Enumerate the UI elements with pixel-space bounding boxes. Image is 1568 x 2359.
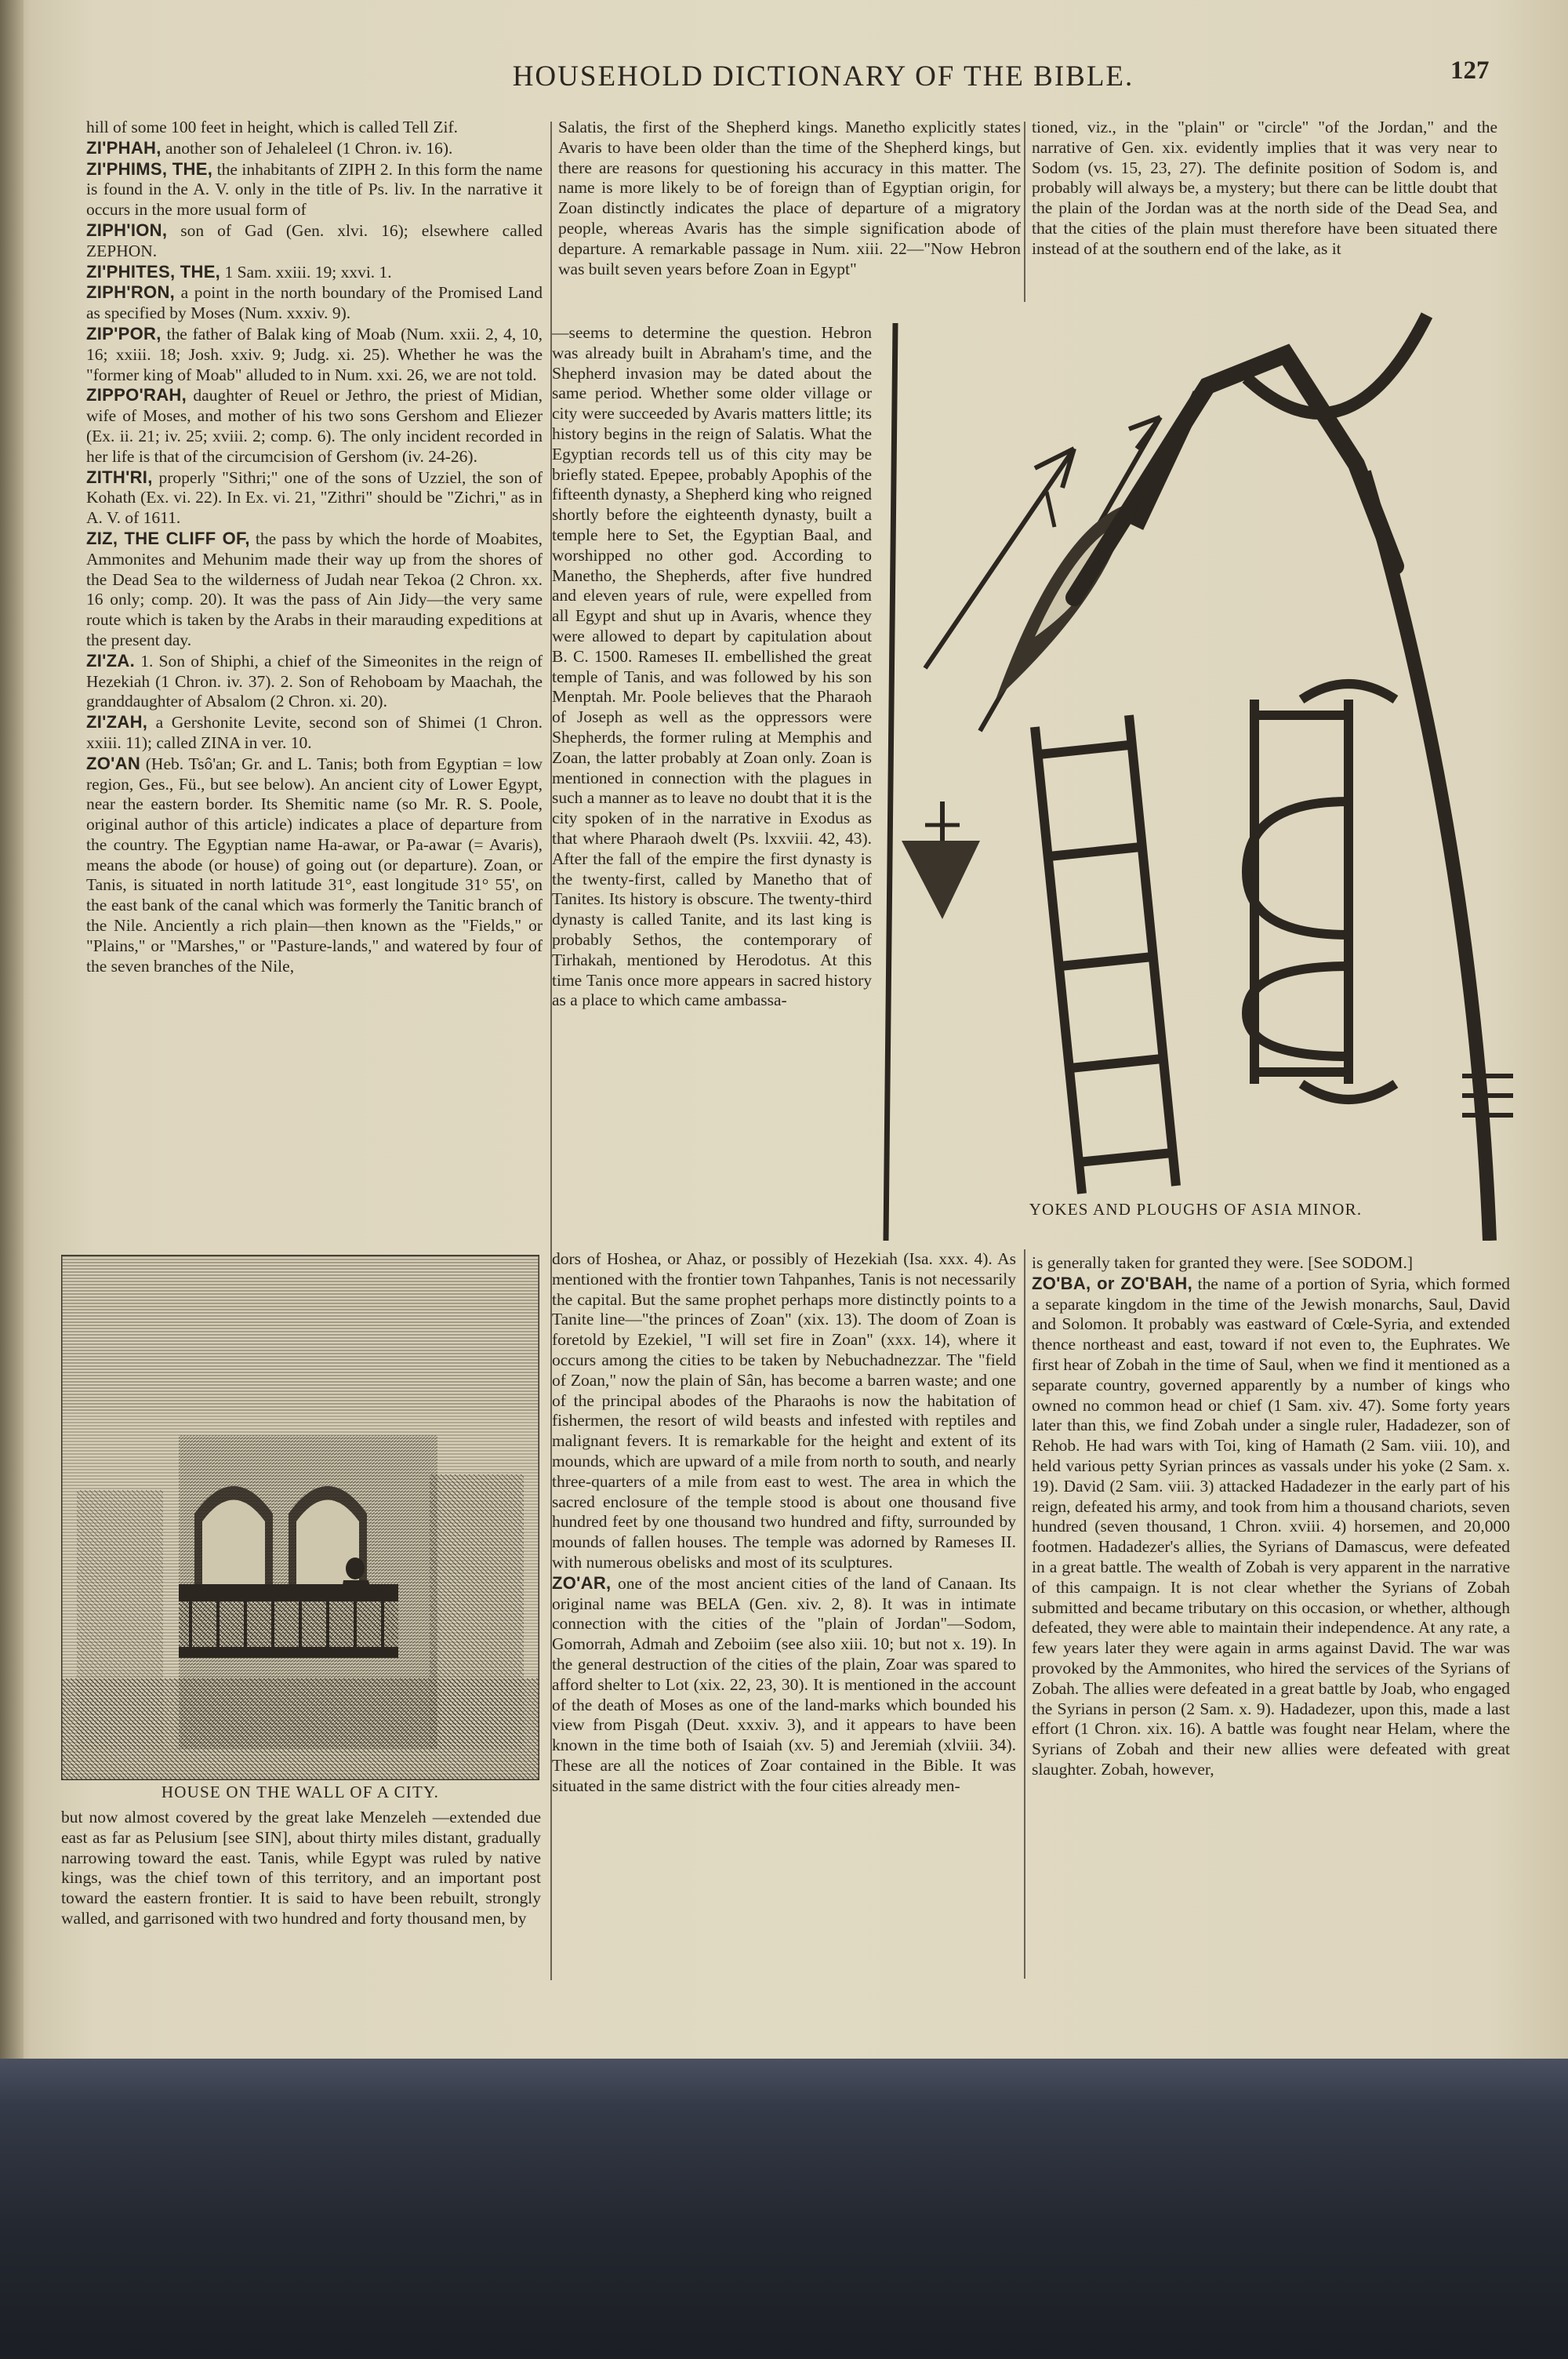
headword: ZIPH'ION, xyxy=(86,220,168,240)
page-gutter xyxy=(0,0,24,2059)
headword: ZO'BA, or ZO'BAH, xyxy=(1032,1273,1192,1293)
column-1 xyxy=(86,118,543,976)
entry-text: hill of some 100 feet in height, which is called Tell Zif. xyxy=(86,118,458,136)
column-2-narrow xyxy=(552,323,872,1011)
headword: ZIPH'RON, xyxy=(86,282,176,303)
entry-zoar: ZO'AR, one of the most ancient cities of the land of Canaan. Its original name was BELA (Gen. xiv. 2, 8). It was in intimate connection with the cities of the "plain of Jordan"—Sodom, Gomorrah, Admah and Zeboiim (see also xiii. 10; but not x. 19). In the general destruction of the cities of the plain, Zoar was spared to afford shelter to Lot (xix. 22, 23, 30). It is mentioned in the account of the death of Moses as one of the land-marks which bounded his view from Pisgah (Deut. xxxiv. 3), and it appears to have been known in the time both of Isaiah (xv. 5) and Jeremiah (xlviii. 34). These are all the notices of Zoar contained in the Bible. It was situated in the same district with the four cities already men- xyxy=(552,1572,1016,1795)
house-caption: HOUSE ON THE WALL OF A CITY. xyxy=(161,1783,440,1801)
entry-ziza: ZI'ZA. 1. Son of Shiphi, a chief of the Simeonites in the reign of Hezekiah (1 Chron. iv. 37). 2. Son of Rehoboam by Maachah, the granddaughter of Absalom (2 Chron. xi. 20). xyxy=(86,650,543,711)
headword: ZO'AR, xyxy=(552,1572,612,1593)
column-1-continued xyxy=(61,1808,541,1929)
page-number: 127 xyxy=(1450,56,1490,85)
house-engraving xyxy=(61,1255,539,1780)
headword: ZI'PHIMS, THE, xyxy=(86,158,213,179)
headword: ZIZ, THE CLIFF OF, xyxy=(86,528,250,548)
entry-zizah: ZI'ZAH, a Gershonite Levite, second son of Shimei (1 Chron. xxiii. 11); called ZINA in ver. 10. xyxy=(86,712,543,752)
headword: ZIPPO'RAH, xyxy=(86,385,187,405)
entry-zoan-part-3: —seems to determine the question. Hebron was already built in Abraham's time, and the Shepherd invasion may be dated about the same period. Whether some older village or city were succeeded by Avaris matters little; its history begins in the reign of Salatis. What the Egyptian records tell us of this city may be briefly stated. Epepee, probably Apophis of the fifteenth dynasty, a Shepherd king who reigned shortly before the eighteenth dynasty, built a temple here to Set, the Egyptian Baal, and worshipped no other god. According to Manetho, the Shepherds, after five hundred and eleven years of rule, were expelled from all Egypt and shut up in Avaris, whence they were allowed to depart by capitulation about B. C. 1500. Rameses II. embellished the great temple of Tanis, and was followed by his son Menptah. Mr. Poole believes that the Pharaoh of Joseph as well as the oppressors were Shepherds, the former ruling at Memphis and Zoan, the latter probably at Zoan only. Zoan is mentioned in connection with the plagues in such a manner as to leave no doubt that it is the city spoken of in the narrative in Exodus as that where Pharaoh dwelt (Ps. lxxviii. 42, 43). After the fall of the empire the first dynasty is the twenty-first, called by Manetho that of Tanites. Its history is obscure. The twenty-third dynasty is called Tanite, and its last king is probably Sethos, the contemporary of Tirhakah, mentioned by Herodotus. At this time Tanis once more appears in sacred history as a place to which came ambassa- xyxy=(552,323,872,1010)
headword: ZITH'RI, xyxy=(86,467,153,487)
entry-zoar-continued: tioned, viz., in the "plain" or "circle" "of the Jordan," and the narrative of Gen. xix. evidently implies that it was very near to Sodom (vs. 15, 23, 27). The definite position of Sodom is, and probably will always be, a mystery; but there can be little doubt that the plain of the Jordan was at the north side of the Dead Sea, and that the cities of the plain must therefore have been situated there instead of at the southern end of the lake, as it xyxy=(1032,118,1497,258)
column-2-top xyxy=(558,118,1021,279)
entry-zippor: ZIP'POR, the father of Balak king of Moab (Num. xxii. 2, 4, 10, 16; xxiii. 18; Josh. xxiv. 9; Judg. xi. 25). Whether he was the "former king of Moab" alluded to in Num. xxi. 26, we are not told. xyxy=(86,323,543,384)
entry-zipha: ZI'PHAH, another son of Jehaleleel (1 Chron. iv. 16). xyxy=(86,137,453,158)
entry-zoan: ZO'AN (Heb. Tsô'an; Gr. and L. Tanis; both from Egyptian = low region, Ges., Fü., but see below). An ancient city of Lower Egypt, near the eastern border. Its Shemitic name (so Mr. R. S. Poole, original author of this article) indicates a place of departure from the country. The Egyptian name Ha-awar, or Pa-awar (= Avaris), means the abode (or house) of going out (or departure). Zoan, or Tanis, is situated in north latitude 31°, east longitude 31° 55', on the east bank of the canal which was formerly the Tanitic branch of the Nile. Anciently a rich plain—then known as the "Fields," or "Plains," or "Marshes," or "Pasture-lands," and watered by four of the seven branches of the Nile, xyxy=(86,753,543,976)
entry-ziphion: ZIPH'ION, son of Gad (Gen. xlvi. 16); elsewhere called ZEPHON. xyxy=(86,220,543,260)
house-on-wall-illustration xyxy=(61,1255,539,1780)
entry-zoan-continued: but now almost covered by the great lake Menzeleh —extended due east as far as Pelusium [see SIN], about thirty miles distant, gradually narrowing toward the east. Tanis, while Egypt was ruled by native kings, was the chief town of this territory, and an important post toward the eastern frontier. It is said to have been rebuilt, strongly walled, and garrisoned with two hundred and forty thousand men, by xyxy=(61,1808,541,1928)
column-rule-3 xyxy=(1024,1249,1025,1979)
entry-ziphron: ZIPH'RON, a point in the north boundary of the Promised Land as specified by Moses (Num. xxxiv. 9). xyxy=(86,282,543,323)
yokes-and-ploughs-illustration xyxy=(878,292,1513,1241)
headword: ZI'PHITES, THE, xyxy=(86,261,221,282)
column-2-bottom xyxy=(552,1249,1016,1797)
background-surface xyxy=(0,2059,1568,2359)
column-rule-2 xyxy=(1024,122,1025,302)
headword: ZO'AN xyxy=(86,753,141,773)
headword: ZI'PHAH, xyxy=(86,137,162,158)
headword: ZI'ZA. xyxy=(86,650,136,671)
entry-ziz: ZIZ, THE CLIFF OF, the pass by which the horde of Moabites, Ammonites and Mehunim made their way up from the shores of the Dead Sea to the wilderness of Judah near Tekoa (2 Chron. xx. 16 only; comp. 20). It was the pass of Ain Jidy—the very same route which is taken by the Arabs in their marauding expeditions at the present day. xyxy=(86,528,543,649)
entry-zoan-part-4: dors of Hoshea, or Ahaz, or possibly of Hezekiah (Isa. xxx. 4). As mentioned with the frontier town Tahpanhes, Tanis is not necessarily the capital. But the same prophet perhaps more distinctly points to a Tanite line—"the princes of Zoan" (xix. 13). The doom of Zoan is foretold by Ezekiel, "I will set fire in Zoan" (xxx. 14), where it occurs among the cities to be taken by Nebuchadnezzar. The "field of Zoan," now the plain of Sân, has become a barren waste; and one of the principal abodes of the Pharaohs is now the habitation of fishermen, the resort of wild beasts and infested with reptiles and malignant fevers. It is remarkable for the height and extent of its mounds, which are upward of a mile from north to south, and nearly three-quarters of a mile from east to west. The area in which the sacred enclosure of the temple stood is about one thousand five hundred feet by one thousand two hundred and fifty, surrounded by mounds of fallen houses. The temple was adorned by Rameses II. with numerous obelisks and most of its sculptures. xyxy=(552,1249,1016,1572)
entry-zipporah: ZIPPO'RAH, daughter of Reuel or Jethro, the priest of Midian, wife of Moses, and mother of his two sons Gershom and Eliezer (Ex. ii. 21; iv. 25; xviii. 2; comp. 6). The only incident recorded in her life is that of the circumcision of Gershom (iv. 24-26). xyxy=(86,385,543,466)
column-3-bottom xyxy=(1032,1253,1510,1780)
column-3-top xyxy=(1032,118,1497,260)
headword: ZIP'POR, xyxy=(86,323,162,343)
yokes-engraving xyxy=(878,292,1513,1241)
running-header: HOUSEHOLD DICTIONARY OF THE BIBLE. xyxy=(512,60,1134,93)
headword: ZI'ZAH, xyxy=(86,712,148,732)
entry-ziphims: ZI'PHIMS, THE, the inhabitants of ZIPH 2. In this form the name is found in the A. V. only in the title of Ps. liv. In the narrative it occurs in the more usual form of xyxy=(86,158,543,220)
entry-ziphites: ZI'PHITES, THE, 1 Sam. xxiii. 19; xxvi. 1. xyxy=(86,261,392,282)
entry-zoba: ZO'BA, or ZO'BAH, the name of a portion of Syria, which formed a separate kingdom in the time of the Jewish monarchs, Saul, David and Solomon. It probably was eastward of Cœle-Syria, and extended thence northeast and east, toward if not even to, the Euphrates. We first hear of Zobah in the time of Saul, when we find it mentioned as a separate country, governed apparently by a number of kings who owned no common head or chief (1 Sam. xiv. 47). Some forty years later than this, we find Zobah under a single ruler, Hadadezer, son of Rehob. He had wars with Toi, king of Hamath (2 Sam. viii. 10), and held various petty Syrian princes as vassals under his yoke (2 Sam. x. 19). David (2 Sam. viii. 3) attacked Hadadezer in the early part of his reign, defeated his army, and took from him a thousand chariots, seven hundred (seven thousand, 1 Chron. xviii. 4) horsemen, and 20,000 footmen. Hadadezer's allies, the Syrians of Damascus, were defeated in a great battle. The wealth of Zobah is very apparent in the narrative of this campaign. It is not clear whether the Syrians of Zobah submitted and became tributary on this occasion, or whether, although defeated, they were able to maintain their independence. At any rate, a few years later they were again in arms against David. The war was provoked by the Ammonites, who hired the services of the Syrians of Zobah. The allies were defeated in a great battle by Joab, who engaged the Syrians in person (2 Sam. x. 9). Hadadezer, upon this, made a last effort (1 Chron. xix. 16). A battle was fought near Helam, where the Syrians of Zobah and their new allies were defeated with great slaughter. Zobah, however, xyxy=(1032,1273,1510,1779)
entry-zoan-part-2: Salatis, the first of the Shepherd kings. Manetho explicitly states Avaris to have been older than the time of the Shepherd kings, but there are reasons for questioning his accuracy in this matter. The name is more likely to be of foreign than of Egyptian origin, for Zoan distinctly indicates the place of departure of a migratory people, whereas Avaris has the simple signification abode of departure. A remarkable passage in Num. xiii. 22—"Now Hebron was built seven years before Zoan in Egypt" xyxy=(558,118,1021,278)
yokes-caption: YOKES AND PLOUGHS OF ASIA MINOR. xyxy=(1029,1200,1363,1219)
entry-zithri: ZITH'RI, properly "Sithri;" one of the sons of Uzziel, the son of Kohath (Ex. vi. 22). In Ex. vi. 21, "Zithri" should be "Zichri," as in A. V. of 1611. xyxy=(86,467,543,528)
entry-zoar-end: is generally taken for granted they were. [See SODOM.] xyxy=(1032,1253,1413,1272)
